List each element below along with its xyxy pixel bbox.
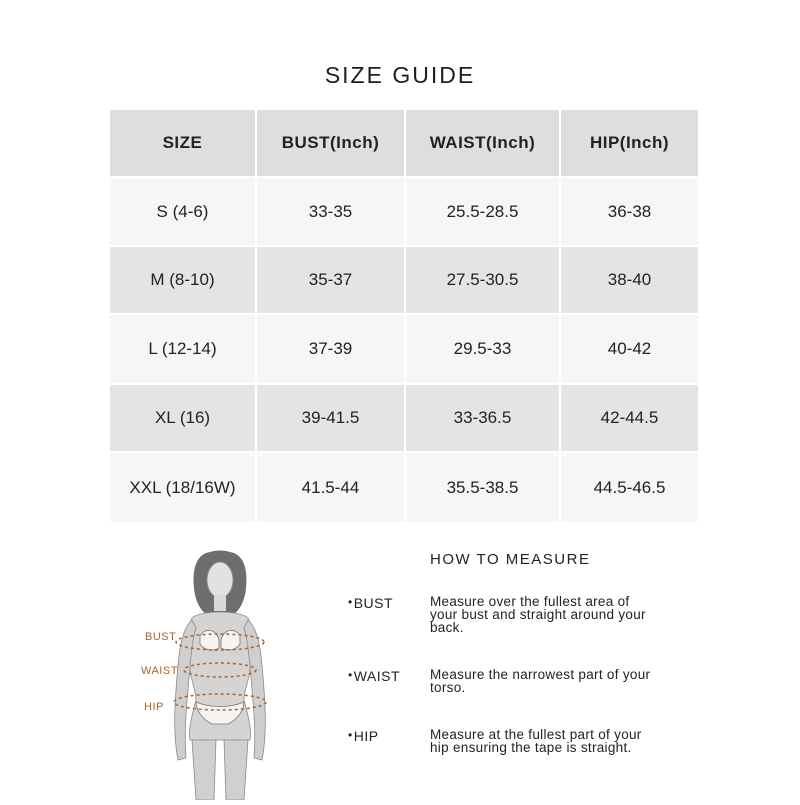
measure-key: BUST (353, 595, 394, 611)
how-to-measure-title: HOW TO MEASURE (430, 551, 591, 568)
measure-desc: Measure the narrowest part of your torso. (430, 667, 651, 695)
size-table (110, 110, 692, 512)
bullet-icon: • (348, 595, 353, 609)
table-cell: 35.5-38.5 (406, 453, 559, 522)
table-cell: 38-40 (561, 247, 698, 313)
table-cell: 37-39 (257, 315, 404, 383)
table-cell: M (8-10) (110, 247, 255, 313)
table-cell: 36-38 (561, 178, 698, 245)
header-bust: BUST(Inch) (257, 110, 404, 176)
table-cell: 33-35 (257, 178, 404, 245)
header-size: SIZE (110, 110, 255, 176)
body-figure-illustration (140, 540, 300, 800)
figure-label-waist: WAIST (141, 665, 178, 677)
measure-key: WAIST (353, 668, 401, 684)
table-cell: 39-41.5 (257, 385, 404, 451)
measure-desc: Measure at the fullest part of your hip ensuring the tape is straight. (430, 727, 642, 755)
table-cell: 35-37 (257, 247, 404, 313)
page-title: SIZE GUIDE (324, 62, 476, 88)
measure-key: HIP (353, 728, 379, 744)
table-cell: 29.5-33 (406, 315, 559, 383)
table-cell: 25.5-28.5 (406, 178, 559, 245)
table-cell: XL (16) (110, 385, 255, 451)
measure-desc: Measure over the fullest area of your bust and straight around your back. (430, 594, 646, 635)
table-cell: 27.5-30.5 (406, 247, 559, 313)
table-cell: L (12-14) (110, 315, 255, 383)
table-cell: XXL (18/16W) (110, 453, 255, 522)
bullet-icon: • (348, 728, 353, 742)
table-cell: 40-42 (561, 315, 698, 383)
header-hip: HIP(Inch) (561, 110, 698, 176)
figure-label-bust: BUST (145, 631, 177, 643)
header-waist: WAIST(Inch) (406, 110, 559, 176)
table-cell: 41.5-44 (257, 453, 404, 522)
bullet-icon: • (348, 668, 353, 682)
table-cell: S (4-6) (110, 178, 255, 245)
table-cell: 33-36.5 (406, 385, 559, 451)
table-cell: 42-44.5 (561, 385, 698, 451)
figure-label-hip: HIP (144, 701, 164, 713)
table-cell: 44.5-46.5 (561, 453, 698, 522)
